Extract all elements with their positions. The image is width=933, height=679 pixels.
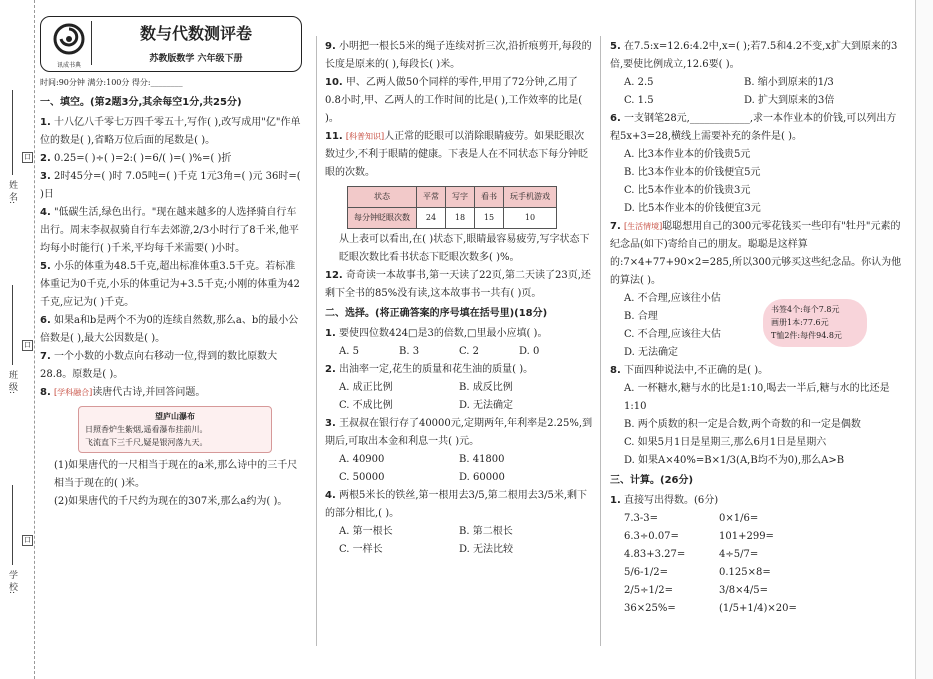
choice-option: B. 41800 bbox=[459, 454, 505, 465]
choice-option: D. 0 bbox=[519, 346, 540, 357]
question-text: 在7.5:x=12.6:4.2中,x=( );若7.5和4.2不变,x扩大到原来的3倍,要使比例成立,12.6要( )。 bbox=[610, 41, 898, 70]
question bbox=[40, 150, 302, 168]
question-text: 2时45分=( )时 7.05吨=( )千克 1元3角=( )元 36时=( )日 bbox=[40, 171, 301, 200]
option-group bbox=[325, 451, 593, 487]
question bbox=[325, 325, 593, 343]
choice-option: A. 40900 bbox=[339, 454, 385, 465]
question bbox=[40, 312, 302, 348]
table-row-label: 每分钟眨眼次数 bbox=[348, 208, 417, 229]
price-line-1: 书签4个:每个7.8元 bbox=[771, 305, 840, 314]
question-number: 1. bbox=[40, 117, 51, 128]
section-heading: 二、选择。(将正确答案的序号填在括号里)(18分) bbox=[325, 308, 548, 319]
question-text: 一个小数的小数点向右移动一位,得到的数比原数大28.8。原数是( )。 bbox=[40, 351, 278, 380]
binding-sidebar bbox=[0, 0, 35, 679]
answer-line: A. 一杯糖水,糖与水的比是1:10,喝去一半后,糖与水的比还是1:10 bbox=[624, 383, 890, 412]
calc-item: 4.83+3.27= bbox=[624, 549, 686, 560]
question bbox=[40, 258, 302, 312]
option-group bbox=[610, 74, 905, 110]
exam-subtitle: 苏教版数学 六年级下册 bbox=[149, 54, 243, 64]
calc-item: 0×1/6= bbox=[719, 513, 759, 524]
question bbox=[610, 38, 905, 74]
question-text: 十八亿八千零七万四千零五十,写作( ),改写成用"亿"作单位的数是( ),省略万位后面的尾数是( )。 bbox=[40, 117, 301, 146]
fold-box-2: 口 bbox=[24, 341, 31, 349]
table-header-cell: 状态 bbox=[348, 187, 417, 208]
page-edge bbox=[915, 0, 933, 679]
question-number: 4. bbox=[325, 490, 336, 501]
table-cell: 18 bbox=[446, 208, 475, 229]
question bbox=[40, 114, 302, 150]
question-tag: [科普知识] bbox=[345, 132, 385, 141]
souvenir-price-note bbox=[763, 299, 867, 347]
question-number: 6. bbox=[40, 315, 51, 326]
fold-box-3: 口 bbox=[24, 536, 31, 544]
question-number: 1. bbox=[610, 495, 621, 506]
answer-line: C. 如果5月1日是星期三,那么6月1日是星期六 bbox=[624, 437, 827, 448]
class-label: 班 级: bbox=[7, 370, 17, 394]
choice-option: D. 无法确定 bbox=[459, 400, 514, 411]
blink-table bbox=[347, 186, 557, 229]
column-2 bbox=[325, 38, 593, 559]
choice-option: C. 1.5 bbox=[624, 95, 654, 106]
question bbox=[610, 110, 905, 146]
question-tag: [学科融合] bbox=[53, 388, 93, 397]
question-number: 5. bbox=[610, 41, 621, 52]
question bbox=[325, 361, 593, 379]
table-header-cell: 看书 bbox=[475, 187, 504, 208]
table-cell: 10 bbox=[504, 208, 557, 229]
calc-item: 2/5÷1/2= bbox=[624, 585, 673, 596]
choice-option: C. 不成比例 bbox=[339, 400, 393, 411]
price-line-3: T恤2件:每件94.8元 bbox=[771, 331, 842, 340]
exam-title: 数与代数测评卷 bbox=[139, 24, 252, 43]
question bbox=[40, 168, 302, 204]
calc-item: 4÷5/7= bbox=[719, 549, 759, 560]
question-text: 直接写出得数。(6分) bbox=[623, 495, 719, 506]
choice-option: A. 第一根长 bbox=[339, 526, 393, 537]
question-text: 聪聪想用自己的300元零花钱买一些印有"牡丹"元素的纪念品(如下)寄给自己的朋友。聪聪是这样算的:7×4+77+90×2=285,所以300元够买这些纪念品。你认为他的算法( )。 bbox=[610, 221, 902, 286]
question-number: 1. bbox=[325, 328, 336, 339]
choice-option: A. 5 bbox=[339, 346, 359, 357]
answer-line: D. 比5本作业本的价钱便宜3元 bbox=[624, 203, 761, 214]
question-text: 0.25=( )÷( )=2:( )=6/( )=( )%=( )折 bbox=[53, 153, 232, 164]
question-text: 小明把一根长5米的绳子连续对折三次,沿折痕剪开,每段的长度是原来的( ),每段长( )米。 bbox=[325, 41, 592, 70]
choice-option: B. 3 bbox=[399, 346, 420, 357]
choice-option: D. 无法比较 bbox=[459, 544, 514, 555]
calc-item: 3/8×4/5= bbox=[719, 585, 768, 596]
question-number: 11. bbox=[325, 131, 343, 142]
option-group bbox=[325, 379, 593, 415]
question-number: 4. bbox=[40, 207, 51, 218]
table-row bbox=[348, 208, 557, 229]
question-text: 下面四种说法中,不正确的是( )。 bbox=[623, 365, 769, 376]
section-heading: 一、填空。(第2题3分,其余每空1分,共25分) bbox=[40, 97, 242, 108]
question bbox=[325, 487, 593, 523]
column-1 bbox=[40, 8, 302, 511]
question-number: 3. bbox=[40, 171, 51, 182]
question-number: 8. bbox=[610, 365, 621, 376]
choice-option: B. 第二根长 bbox=[459, 526, 513, 537]
poem-line: 飞流直下三千尺,疑是银河落九天。 bbox=[85, 438, 208, 447]
fold-box-1: 口 bbox=[24, 153, 31, 161]
question-text: 王叔叔在银行存了40000元,定期两年,年利率是2.25%,到期后,可取出本金和利息一共( )元。 bbox=[325, 418, 593, 447]
question-text: 一支钢笔28元,____________,求一本作业本的价钱,可以列出方程5x+3=28,横线上需要补充的条件是( )。 bbox=[610, 113, 897, 142]
poem-title: 望庐山瀑布 bbox=[155, 411, 195, 421]
calc-item: 0.125×8= bbox=[719, 567, 771, 578]
question bbox=[325, 415, 593, 451]
calc-item: 101+299= bbox=[719, 531, 774, 542]
answer-line: B. 合理 bbox=[624, 311, 658, 322]
question-number: 8. bbox=[40, 387, 51, 398]
poem-box bbox=[78, 406, 272, 453]
answer-line: A. 不合理,应该往小估 bbox=[624, 293, 721, 304]
question bbox=[40, 384, 302, 402]
school-label: 学 校: bbox=[7, 570, 17, 594]
question bbox=[610, 218, 905, 290]
question-number: 2. bbox=[40, 153, 51, 164]
calc-item: 5/6-1/2= bbox=[624, 567, 668, 578]
column-divider-1 bbox=[316, 36, 317, 646]
answer-line: A. 比3本作业本的价钱贵5元 bbox=[624, 149, 751, 160]
price-line-2: 画册1本:77.6元 bbox=[771, 318, 829, 327]
question-text: "低碳生活,绿色出行。"现在越来越多的人选择骑自行车出行。周末李叔叔骑自行车去郊游,2/3小时行了8千米,他平均每小时能行( )千米,平均每千米需要( )小时。 bbox=[40, 207, 299, 254]
question-number: 10. bbox=[325, 77, 343, 88]
answer-line: C. 不合理,应该往大估 bbox=[624, 329, 721, 340]
question-text: 奇奇读一本故事书,第一天读了22页,第二天读了23页,还剩下全书的85%没有读,这本故事书一共有( )页。 bbox=[325, 270, 591, 299]
exam-meta: 时间:90分钟 满分:100分 得分:________ bbox=[40, 78, 183, 87]
question bbox=[40, 348, 302, 384]
question-text: 小乐的体重为48.5千克,超出标准体重3.5千克。若标准体重记为0千克,小乐的体重记为+3.5千克;小刚的体重为42千克,应记为( )千克。 bbox=[40, 261, 300, 308]
question-number: 3. bbox=[325, 418, 336, 429]
table-header-cell: 平常 bbox=[417, 187, 446, 208]
answer-line: C. 比5本作业本的价钱贵3元 bbox=[624, 185, 751, 196]
column-2-content bbox=[325, 38, 593, 559]
choice-option: B. 缩小到原来的1/3 bbox=[744, 77, 834, 88]
answer-line: 从上表可以看出,在( )状态下,眼睛最容易疲劳,写字状态下眨眼次数比看书状态下眨眼次数多( )%。 bbox=[339, 234, 590, 263]
table-cell: 24 bbox=[417, 208, 446, 229]
question-tag: [生活情境] bbox=[623, 222, 663, 231]
answer-line: (2)如果唐代的千尺约为现在的307米,那么a约为( )。 bbox=[54, 496, 288, 507]
name-line bbox=[12, 90, 13, 175]
question-number: 2. bbox=[325, 364, 336, 375]
section-heading: 三、计算。(26分) bbox=[610, 475, 694, 486]
question-number: 9. bbox=[325, 41, 336, 52]
choice-option: A. 成正比例 bbox=[339, 382, 393, 393]
option-group bbox=[325, 343, 593, 361]
question bbox=[610, 362, 905, 380]
question-number: 6. bbox=[610, 113, 621, 124]
question-text: 出油率一定,花生的质量和花生油的质量( )。 bbox=[338, 364, 534, 375]
question-number: 12. bbox=[325, 270, 343, 281]
publisher-logo bbox=[47, 21, 92, 69]
answer-line: D. 无法确定 bbox=[624, 347, 679, 358]
question bbox=[325, 74, 593, 128]
calc-grid bbox=[610, 510, 905, 618]
choice-option: C. 50000 bbox=[339, 472, 385, 483]
column-1-content bbox=[40, 94, 302, 511]
calc-item: (1/5+1/4)×20= bbox=[719, 603, 797, 614]
calc-item: 7.3-3= bbox=[624, 513, 659, 524]
calc-item: 36×25%= bbox=[624, 603, 676, 614]
question-text: 甲、乙两人做50个同样的零件,甲用了72分钟,乙用了0.8小时,甲、乙两人的工作时间的比是( ),工作效率的比是( )。 bbox=[325, 77, 583, 124]
table-header-row bbox=[348, 187, 557, 208]
column-divider-2 bbox=[600, 36, 601, 646]
table-header-cell: 写字 bbox=[446, 187, 475, 208]
school-line bbox=[12, 485, 13, 565]
question-text: 两根5米长的铁丝,第一根用去3/5,第二根用去3/5米,剩下的部分相比,( )。 bbox=[325, 490, 588, 519]
answer-line: D. 如果A×40%=B×1/3(A,B均不为0),那么A>B bbox=[624, 455, 845, 466]
poem-line: 日照香炉生紫烟,遥看瀑布挂前川。 bbox=[85, 425, 208, 434]
choice-option: D. 60000 bbox=[459, 472, 505, 483]
choice-option: B. 成反比例 bbox=[459, 382, 513, 393]
question bbox=[325, 267, 593, 303]
table-header-cell: 玩手机游戏 bbox=[504, 187, 557, 208]
title-box bbox=[40, 16, 302, 72]
question-number: 7. bbox=[610, 221, 621, 232]
option-group bbox=[325, 523, 593, 559]
calc-item: 6.3÷0.07= bbox=[624, 531, 679, 542]
choice-option: C. 2 bbox=[459, 346, 480, 357]
answer-line: (1)如果唐代的一尺相当于现在的a米,那么诗中的三千尺相当于现在的( )米。 bbox=[54, 460, 298, 489]
question-text: 读唐代古诗,并回答问题。 bbox=[92, 387, 206, 398]
question bbox=[40, 204, 302, 258]
question bbox=[325, 128, 593, 182]
logo-text: 讯成书典 bbox=[56, 62, 81, 69]
answer-line: B. 比3本作业本的价钱便宜5元 bbox=[624, 167, 761, 178]
choice-option: A. 2.5 bbox=[624, 77, 654, 88]
class-line bbox=[12, 285, 13, 365]
question-number: 7. bbox=[40, 351, 51, 362]
table-cell: 15 bbox=[475, 208, 504, 229]
question-text: 如果a和b是两个不为0的连续自然数,那么a、b的最小公倍数是( ),最大公因数是( )。 bbox=[40, 315, 299, 344]
question-text: 人正常的眨眼可以消除眼睛疲劳。如果眨眼次数过少,不利于眼睛的健康。下表是人在不同状态下每分钟眨眼的次数。 bbox=[325, 131, 589, 178]
question bbox=[610, 492, 905, 510]
choice-option: D. 扩大到原来的3倍 bbox=[744, 95, 835, 106]
choice-option: C. 一样长 bbox=[339, 544, 383, 555]
question bbox=[325, 38, 593, 74]
question-number: 5. bbox=[40, 261, 51, 272]
answer-line: B. 两个质数的积一定是合数,两个奇数的和一定是偶数 bbox=[624, 419, 861, 430]
name-label: 姓 名: bbox=[7, 180, 17, 204]
question-text: 要使四位数424□是3的倍数,□里最小应填( )。 bbox=[338, 328, 548, 339]
